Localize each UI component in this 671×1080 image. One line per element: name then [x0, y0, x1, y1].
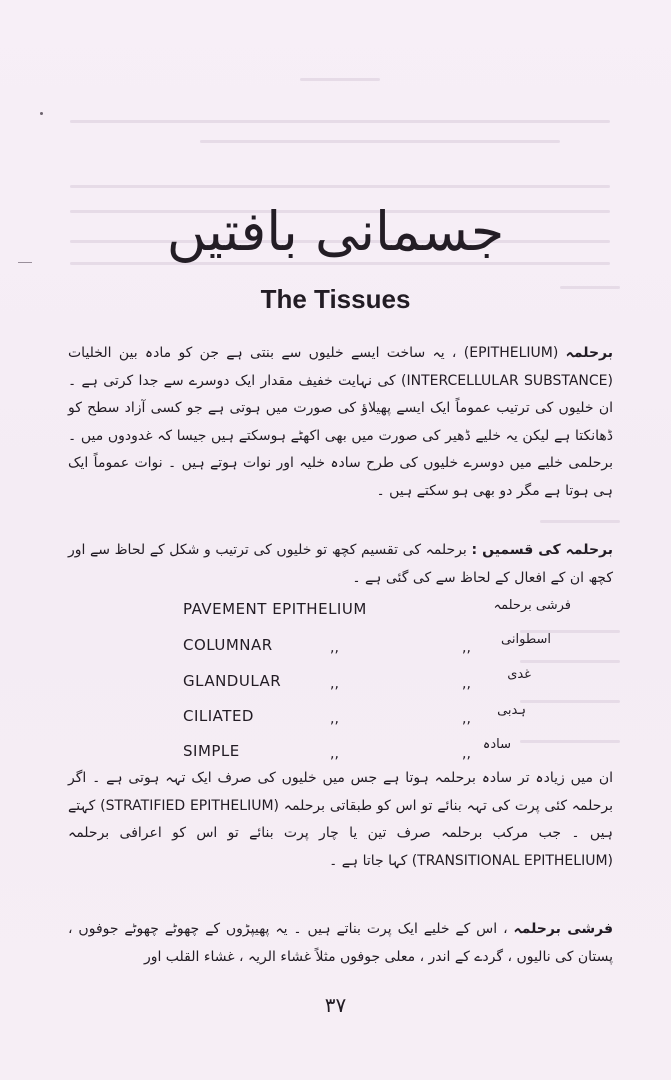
ditto-mark: ,,	[330, 640, 339, 656]
ditto-mark: ,,	[462, 746, 471, 762]
paragraph-lead: برحلمہ	[565, 345, 613, 361]
paragraph-epithelium-types	[68, 537, 613, 592]
paragraph-lead: فرشی برحلمہ	[513, 921, 613, 937]
paragraph-body: ، اس کے خلیے ایک پرت بناتے ہیں ۔ یہ پھیپڑوں کے چھوٹے چھوٹے جوفوں ، پستان کی نالیوں ، گردے کے اندر ، معلی جوفوں مثلاً غشاء الریہ ، غشاء القلب اور	[68, 921, 613, 965]
paragraph-body: برحلمہ کی تقسیم کچھ تو خلیوں کی ترتیب و شکل کے لحاظ سے اور کچھ ان کے افعال کے لحاظ سے کی گئی ہے ۔	[68, 542, 613, 586]
english-title: The Tissues	[260, 284, 411, 314]
show-through-line	[300, 78, 380, 81]
paragraph-stratified	[68, 765, 613, 875]
ditto-mark: ,,	[330, 676, 339, 692]
term-urdu: اسطوانی	[501, 632, 551, 647]
show-through-line	[70, 185, 610, 188]
term-urdu: غدی	[507, 667, 531, 682]
show-through-line	[520, 740, 620, 743]
paragraph-body: (EPITHELIUM) ، یہ ساخت ایسے خلیوں سے بنتی ہے جن کو مادہ بین الخلیات (INTERCELLULAR SUBSTANCE) کی نہایت خفیف مقدار ایک دوسرے سے جدا کرتی ہے ۔ ان خلیوں کی ترتیب عموماً ایک ایسے پھیلاؤ کی صورت میں ہوتی ہے جو کسی آزاد سطح کو ڈھانکتا ہے لیکن یہ خلیے ڈھیر کی صورت میں بھی اکھٹے ہوسکتے ہیں جیسا کہ غدودوں میں ۔ برحلمی خلیے میں دوسرے خلیوں کی طرح سادہ خلیہ اور نوات ہوتے ہیں ۔ نوات عموماً ایک ہی ہوتا ہے مگر دو بھی ہو سکتے ہیں ۔	[68, 345, 613, 499]
ditto-mark: ,,	[330, 746, 339, 762]
ditto-mark: ,,	[462, 640, 471, 656]
ditto-mark: ,,	[462, 676, 471, 692]
show-through-line	[200, 140, 560, 143]
paragraph-body: ان میں زیادہ تر سادہ برحلمہ ہوتا ہے جس میں خلیوں کی صرف ایک تہہ ہوتی ہے ۔ اگر برحلمہ کئی پرت کی تہہ بنائے تو اس کو طبقاتی برحلمہ (STRATIFIED EPITHELIUM) کہتے ہیں ۔ جب مرکب برحلمہ صرف تین یا چار پرت بنائے تو اس کو اعرافی برحلمہ (TRANSITIONAL EPITHELIUM) کہا جاتا ہے ۔	[68, 770, 613, 869]
paragraph-lead: برحلمہ کی قسمیں :	[471, 542, 614, 558]
term-english: SIMPLE	[183, 742, 240, 760]
term-english: GLANDULAR	[183, 672, 282, 690]
show-through-line	[520, 660, 620, 663]
show-through-line	[540, 520, 620, 523]
page-number: ۳۷	[324, 993, 347, 1017]
urdu-title: جسمانی بافتیں	[166, 200, 505, 263]
term-urdu: فرشی برحلمہ	[493, 598, 571, 613]
term-urdu: سادہ	[482, 737, 511, 752]
term-english: PAVEMENT EPITHELIUM	[183, 600, 367, 618]
show-through-line	[520, 700, 620, 703]
term-urdu: ہدبی	[497, 703, 526, 718]
ditto-mark: ,,	[330, 711, 339, 727]
term-english: COLUMNAR	[183, 636, 273, 654]
show-through-line	[70, 120, 610, 123]
speck	[40, 112, 43, 115]
term-english: CILIATED	[183, 707, 254, 725]
paragraph-epithelium-definition	[68, 340, 613, 505]
ditto-mark: ,,	[462, 711, 471, 727]
paragraph-pavement	[68, 916, 613, 971]
